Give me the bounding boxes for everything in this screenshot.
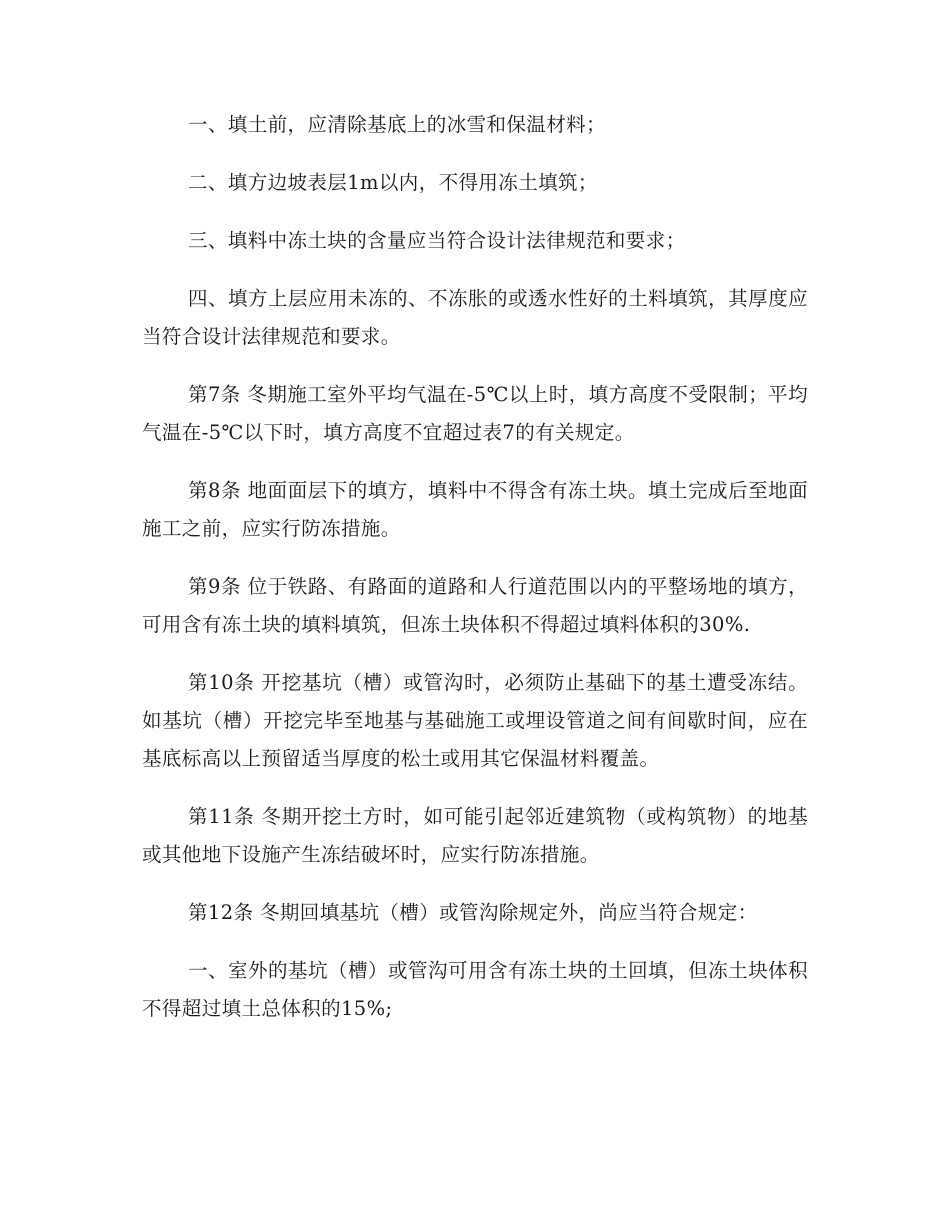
paragraph-item-4: 四、填方上层应用未冻的、不冻胀的或透水性好的土料填筑，其厚度应当符合设计法律规范和要求。 [142, 287, 808, 348]
document-body [142, 106, 808, 1048]
article-12: 第12条 冬期回填基坑（槽）或管沟除规定外，尚应当符合规定： [188, 901, 758, 924]
article-7: 第7条 冬期施工室外平均气温在-5℃以上时，填方高度不受限制；平均气温在-5℃以下时，填方高度不宜超过表7的有关规定。 [142, 383, 808, 444]
paragraph-item-2: 二、填方边坡表层1m以内，不得用冻土填筑； [188, 171, 598, 194]
article-12-item-1: 一、室外的基坑（槽）或管沟可用含有冻土块的土回填，但冻土块体积不得超过填土总体积的15%; [142, 959, 808, 1020]
article-11: 第11条 冬期开挖土方时，如可能引起邻近建筑物（或构筑物）的地基或其他地下设施产生冻结破坏时，应实行防冻措施。 [142, 805, 808, 866]
article-9: 第9条 位于铁路、有路面的道路和人行道范围以内的平整场地的填方，可用含有冻土块的填料填筑，但冻土块体积不得超过填料体积的30%. [142, 575, 808, 636]
article-8: 第8条 地面面层下的填方，填料中不得含有冻土块。填土完成后至地面施工之前，应实行防冻措施。 [142, 479, 808, 540]
article-10: 第10条 开挖基坑（槽）或管沟时，必须防止基础下的基土遭受冻结。如基坑（槽）开挖完毕至地基与基础施工或埋设管道之间有间歇时间，应在基底标高以上预留适当厚度的松土或用其它保温材料覆盖。 [142, 671, 808, 770]
paragraph-item-1: 一、填土前，应清除基底上的冰雪和保温材料； [188, 113, 606, 136]
paragraph-item-3: 三、填料中冻土块的含量应当符合设计法律规范和要求； [188, 229, 686, 252]
